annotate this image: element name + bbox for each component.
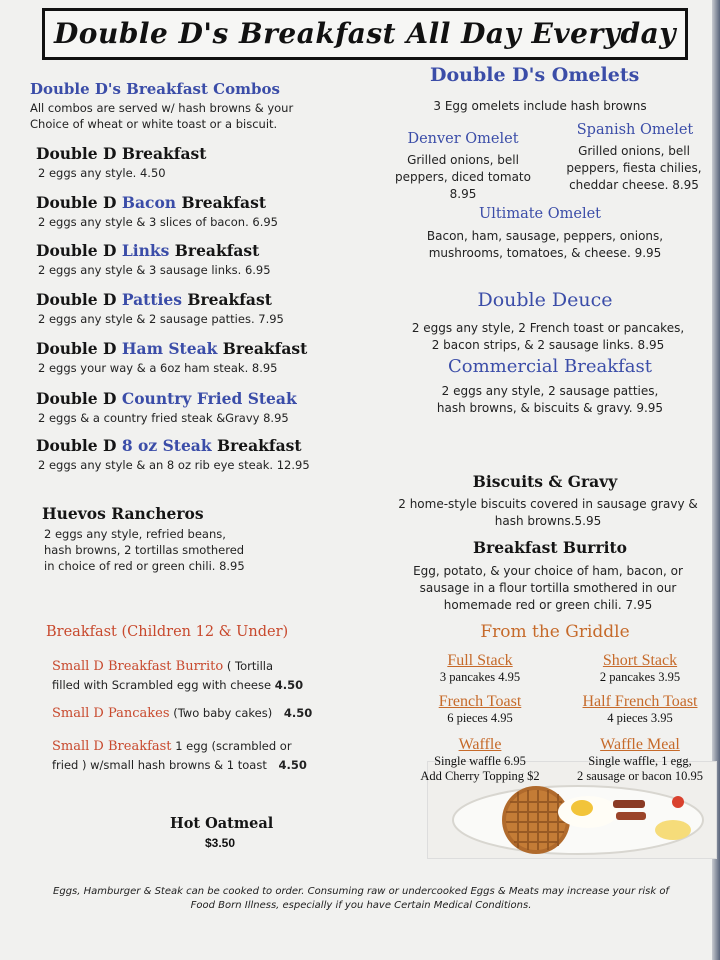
deuce-line: 2 eggs any style, 2 French toast or pancakes, — [411, 321, 685, 335]
ultimate-line: Bacon, ham, sausage, peppers, onions, — [426, 229, 664, 243]
combo-item-desc: 2 eggs any style & an 8 oz rib eye steak. 12.95 — [38, 458, 310, 472]
combo-item-desc: 2 eggs any style & 3 slices of bacon. 6.95 — [38, 215, 278, 229]
griddle-item-desc: 2 pancakes 3.95 — [599, 670, 681, 684]
kids-small-breakfast — [52, 737, 382, 775]
footer-line: Food Born Illness, especially if you have Certain Medical Conditions. — [190, 900, 532, 911]
oatmeal-price: $3.50 — [205, 836, 236, 850]
griddle-item-name: French Toast — [438, 693, 522, 710]
kids-pancakes-desc: (Two baby cakes) — [169, 706, 273, 720]
combo-name-part: Double D — [36, 339, 122, 358]
huevos-line: in choice of red or green chili. 8.95 — [44, 559, 245, 573]
biscuits-gravy-name: Biscuits & Gravy — [472, 472, 618, 491]
menu-title: Double D's Breakfast All Day Everyday — [42, 8, 688, 60]
omelets-intro: 3 Egg omelets include hash browns — [433, 99, 647, 113]
kids-burrito-desc: ( Tortilla — [223, 659, 274, 673]
combo-name-part: Double D — [36, 290, 122, 309]
griddle-item-name: Waffle — [458, 736, 502, 753]
huevos-line: 2 eggs any style, refried beans, — [44, 527, 226, 541]
biscuits-gravy-desc — [380, 496, 716, 530]
griddle-item-name: Full Stack — [447, 652, 513, 669]
combo-name-part: Breakfast — [217, 339, 308, 358]
combo-name-part: Breakfast — [181, 290, 272, 309]
combo-name-part: Double D — [36, 436, 122, 455]
kids-pancakes-name: Small D Pancakes — [52, 706, 170, 721]
combo-name-part: Breakfast — [121, 144, 207, 163]
kids-burrito — [52, 657, 372, 694]
commercial-line: 2 eggs any style, 2 sausage patties, — [441, 384, 659, 398]
combo-name-part: Double D — [36, 389, 122, 408]
kids-burrito-desc: filled with Scrambled egg with cheese — [52, 678, 272, 692]
burrito-line: homemade red or green chili. 7.95 — [443, 598, 653, 612]
combo-name-part: Breakfast — [211, 436, 302, 455]
griddle-item-name: Half French Toast — [582, 693, 698, 710]
griddle-item-desc: 3 pancakes 4.95 — [439, 670, 521, 684]
denver-line: Grilled onions, bell — [407, 153, 519, 167]
deuce-line: 2 bacon strips, & 2 sausage links. 8.95 — [431, 338, 665, 352]
combo-item-desc: 2 eggs any style & 3 sausage links. 6.95 — [38, 263, 271, 277]
huevos-line: hash browns, 2 tortillas smothered — [44, 543, 245, 557]
combo-name-highlight: Patties — [121, 290, 182, 309]
griddle-item — [560, 736, 720, 784]
footer-line: Eggs, Hamburger & Steak can be cooked to order. Consuming raw or undercooked Eggs & Meats may increase your risk of — [53, 886, 669, 897]
children-heading: Breakfast (Children 12 & Under) — [46, 624, 289, 640]
combo-item-name — [36, 193, 266, 212]
breakfast-burrito-desc — [380, 563, 716, 614]
combo-name-highlight: Ham Steak — [121, 339, 218, 358]
huevos-desc — [44, 526, 245, 574]
denver-line: 8.95 — [449, 187, 477, 201]
combo-name-part: Breakfast — [176, 193, 266, 212]
griddle-item — [405, 736, 555, 784]
combo-name-part: Double D — [36, 241, 122, 260]
ultimate-line: mushrooms, tomatoes, & cheese. 9.95 — [428, 246, 662, 260]
combo-name-highlight: Links — [121, 241, 170, 260]
griddle-item — [405, 693, 555, 726]
omelets-heading: Double D's Omelets — [430, 64, 640, 86]
combo-item-name — [36, 389, 297, 408]
griddle-item-desc: Add Cherry Topping $2 — [420, 769, 540, 783]
spanish-omelet-desc — [548, 143, 720, 194]
griddle-item-desc: 2 sausage or bacon 10.95 — [576, 769, 703, 783]
spanish-line: cheddar cheese. 8.95 — [569, 178, 699, 192]
spanish-line: Grilled onions, bell — [578, 144, 690, 158]
spanish-omelet-name: Spanish Omelet — [576, 122, 694, 138]
griddle-item-desc: 4 pieces 3.95 — [607, 711, 673, 725]
combo-item-desc: 2 eggs any style & 2 sausage patties. 7.95 — [38, 312, 284, 326]
combo-item-desc: 2 eggs your way & a 6oz ham steak. 8.95 — [38, 361, 278, 375]
combo-item-name — [36, 436, 302, 455]
combo-name-highlight: 8 oz Steak — [121, 436, 212, 455]
commercial-line: hash browns, & biscuits & gravy. 9.95 — [436, 401, 664, 415]
griddle-heading: From the Griddle — [480, 622, 630, 642]
combo-item-name — [36, 290, 272, 309]
ultimate-omelet-desc — [390, 228, 700, 262]
combo-item-name — [36, 241, 259, 260]
griddle-item — [560, 693, 720, 726]
double-deuce-desc — [388, 320, 708, 354]
kids-small-breakfast-desc: 1 egg (scrambled or — [171, 739, 292, 753]
combo-name-part: Double D — [36, 193, 122, 212]
combo-item-desc: 2 eggs & a country fried steak &Gravy 8.95 — [38, 411, 289, 425]
griddle-item-desc: Single waffle 6.95 — [434, 754, 526, 768]
commercial-breakfast-desc — [390, 383, 710, 417]
combos-heading: Double D's Breakfast Combos — [30, 80, 280, 98]
breakfast-burrito-name: Breakfast Burrito — [473, 538, 627, 557]
burrito-line: sausage in a flour tortilla smothered in our — [419, 581, 677, 595]
combos-intro-line: All combos are served w/ hash browns & your — [30, 101, 294, 115]
kids-pancakes — [52, 704, 382, 723]
griddle-item — [405, 652, 555, 685]
kids-burrito-price: 4.50 — [274, 678, 304, 692]
kids-small-breakfast-price: 4.50 — [278, 758, 307, 772]
combo-name-part: Breakfast — [169, 241, 260, 260]
combo-name-part: Double D — [36, 144, 122, 163]
denver-omelet-name: Denver Omelet — [407, 131, 519, 147]
griddle-item-name: Waffle Meal — [600, 736, 680, 753]
biscuits-line: 2 home-style biscuits covered in sausage gravy & — [398, 497, 698, 511]
oatmeal-name: Hot Oatmeal — [170, 815, 274, 832]
combo-name-highlight: Country Fried Steak — [121, 389, 297, 408]
combo-item-name — [36, 144, 206, 163]
spanish-line: peppers, fiesta chilies, — [566, 161, 702, 175]
denver-omelet-desc — [378, 152, 548, 203]
denver-line: peppers, diced tomato — [395, 170, 531, 184]
combo-item-name — [36, 339, 307, 358]
combos-intro-line: Choice of wheat or white toast or a biscuit. — [30, 117, 278, 131]
griddle-item-desc: Single waffle, 1 egg, — [588, 754, 692, 768]
combos-intro — [30, 100, 360, 132]
kids-burrito-name: Small D Breakfast Burrito — [52, 659, 224, 674]
double-deuce-name: Double Deuce — [477, 289, 613, 311]
footer-disclaimer — [10, 885, 712, 913]
kids-pancakes-price: 4.50 — [283, 706, 313, 720]
huevos-name: Huevos Rancheros — [42, 504, 204, 523]
combo-item-desc: 2 eggs any style. 4.50 — [38, 166, 166, 180]
kids-small-breakfast-desc: fried ) w/small hash browns & 1 toast — [52, 758, 267, 772]
combo-name-highlight: Bacon — [121, 193, 177, 212]
griddle-item — [560, 652, 720, 685]
griddle-item-name: Short Stack — [602, 652, 678, 669]
kids-small-breakfast-name: Small D Breakfast — [52, 739, 172, 754]
biscuits-line: hash browns.5.95 — [494, 514, 602, 528]
commercial-breakfast-name: Commercial Breakfast — [447, 356, 653, 377]
burrito-line: Egg, potato, & your choice of ham, bacon, or — [413, 564, 683, 578]
griddle-item-desc: 6 pieces 4.95 — [447, 711, 513, 725]
ultimate-omelet-name: Ultimate Omelet — [479, 206, 601, 222]
